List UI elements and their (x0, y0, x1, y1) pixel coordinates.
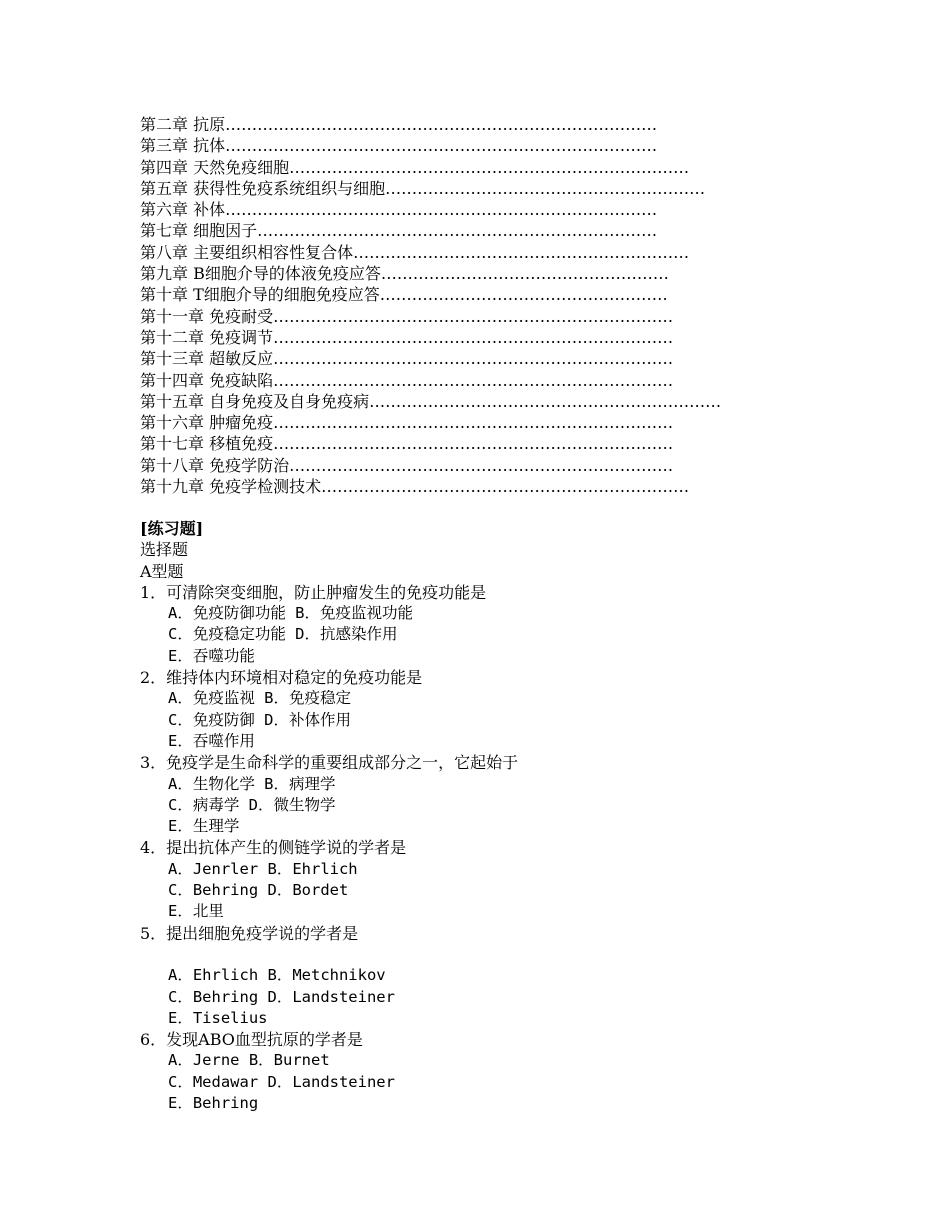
toc-entry: 第十一章 免疫耐受………………………………………………………………… (140, 306, 674, 326)
toc-entry: 第四章 天然免疫细胞………………………………………………………………… (140, 157, 690, 177)
toc-entry: 第十二章 免疫调节………………………………………………………………… (140, 327, 674, 347)
toc-entry: 第三章 抗体……………………………………………………………………… (140, 136, 658, 156)
question-stem: 3．免疫学是生命科学的重要组成部分之一，它起始于 (140, 753, 519, 773)
question-options: E．生理学 (168, 817, 240, 836)
toc-entry: 第十七章 移植免疫………………………………………………………………… (140, 434, 674, 454)
toc-entry: 第十章 T细胞介导的细胞免疫应答……………………………………………… (140, 285, 668, 305)
question-options: C．免疫稳定功能 D．抗感染作用 (168, 625, 398, 644)
toc-entry: 第五章 获得性免疫系统组织与细胞…………………………………………………… (140, 178, 706, 198)
question-options: A．生物化学 B．病理学 (168, 774, 336, 793)
toc-entry: 第十五章 自身免疫及自身免疫病………………………………………………………… (140, 391, 722, 411)
toc-entry: 第六章 补体……………………………………………………………………… (140, 200, 658, 220)
question-options: C．Behring D．Landsteiner (168, 987, 395, 1006)
question-options: C．Medawar D．Landsteiner (168, 1072, 395, 1091)
question-options: E．吞噬功能 (168, 646, 255, 665)
question-options: E．北里 (168, 902, 224, 921)
question-options: E．吞噬作用 (168, 731, 255, 750)
question-options: E．Tiselius (168, 1008, 268, 1027)
blank-line (140, 944, 518, 965)
question-stem: 4．提出抗体产生的侧链学说的学者是 (140, 838, 407, 858)
toc-entry: 第十六章 肿瘤免疫………………………………………………………………… (140, 413, 674, 433)
question-options: A．Jenrler B．Ehrlich (168, 859, 358, 878)
toc-entry: 第十八章 免疫学防治……………………………………………………………… (140, 455, 674, 475)
toc-entry: 第二章 抗原……………………………………………………………………… (140, 115, 658, 134)
toc-entry: 第七章 细胞因子………………………………………………………………… (140, 221, 658, 241)
toc-entry: 第十三章 超敏反应………………………………………………………………… (140, 349, 674, 369)
section-heading: [练习题] (140, 519, 204, 538)
question-type: A型题 (140, 561, 184, 581)
question-stem: 5．提出细胞免疫学说的学者是 (140, 923, 359, 943)
exercise-section (140, 518, 518, 1114)
question-options: E．Behring (168, 1094, 259, 1113)
question-stem: 6．发现ABO血型抗原的学者是 (140, 1030, 363, 1050)
question-options: A．Ehrlich B．Metchnikov (168, 966, 386, 985)
question-options: A．免疫监视 B．免疫稳定 (168, 689, 351, 708)
question-options: A．免疫防御功能 B．免疫监视功能 (168, 604, 413, 623)
question-options: C．免疫防御 D．补体作用 (168, 710, 351, 729)
table-of-contents (140, 114, 721, 497)
question-options: C．病毒学 D．微生物学 (168, 795, 336, 814)
toc-entry: 第九章 B细胞介导的体液免疫应答……………………………………………… (140, 264, 669, 284)
question-options: C．Behring D．Bordet (168, 881, 349, 900)
toc-entry: 第八章 主要组织相容性复合体……………………………………………………… (140, 242, 690, 262)
section-subheading: 选择题 (140, 540, 189, 560)
question-stem: 2．维持体内环境相对稳定的免疫功能是 (140, 668, 423, 688)
question-stem: 1．可清除突变细胞，防止肿瘤发生的免疫功能是 (140, 582, 487, 602)
toc-entry: 第十九章 免疫学检测技术…………………………………………………………… (140, 477, 690, 497)
question-options: A．Jerne B．Burnet (168, 1051, 330, 1070)
toc-entry: 第十四章 免疫缺陷………………………………………………………………… (140, 370, 674, 390)
